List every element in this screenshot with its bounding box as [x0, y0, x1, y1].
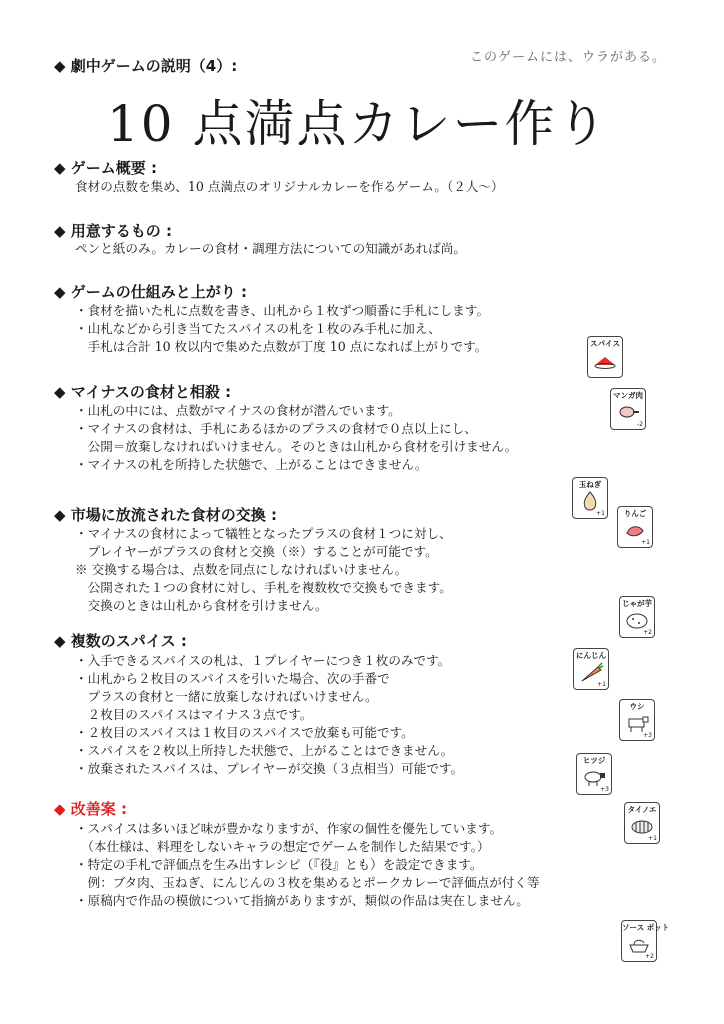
improvements-line: ・特定の手札で評価点を生み出すレシピ（『役』とも）を設定できます。 [75, 857, 483, 872]
minus-line: 公開＝放棄しなければいけません。そのときは山札から食材を引けません。 [75, 439, 518, 454]
spices-line: ・放棄されたスパイスは、プレイヤーが交換（３点相当）可能です。 [75, 761, 464, 776]
spice-icon [592, 349, 618, 371]
sauce-pot-icon [626, 933, 652, 955]
minus-line: ・山札の中には、点数がマイナスの食材が潜んでいます。 [75, 403, 401, 418]
card-carrot [573, 648, 609, 690]
exchange-line: 交換のときは山札から食材を引けません。 [75, 598, 328, 613]
card-manga-meat [610, 388, 646, 430]
card-tainoe [624, 802, 660, 844]
card-label: ウシ [629, 702, 645, 711]
improvements-line: （本仕様は、料理をしないキャラの想定でゲームを制作した結果です。） [75, 839, 490, 854]
carrot-icon [578, 661, 604, 683]
card-label: にんじん [576, 651, 606, 660]
card-label: 玉ねぎ [578, 480, 602, 489]
spices-line: ・山札から２枚目のスパイスを引いた場合、次の手番で [75, 671, 390, 686]
mechanics-line: ・食材を描いた札に点数を書き、山札から１枚ずつ順番に手札にします。 [75, 303, 490, 318]
exchange-line: ・マイナスの食材によって犠牲となったプラスの食材１つに対し、 [75, 526, 452, 541]
mechanics-line: ・山札などから引き当てたスパイスの札を１枚のみ手札に加え、 [75, 321, 441, 336]
exchange-line: 公開された１つの食材に対し、手札を複数枚で交換もできます。 [75, 580, 452, 595]
spices-line: ２枚目のスパイスはマイナス３点です。 [75, 707, 313, 722]
intro-heading: ◆ 劇中ゲームの説明（4）: [54, 57, 238, 75]
card-potato [619, 596, 655, 638]
card-points: +3 [643, 732, 652, 739]
card-points: +2 [643, 629, 652, 636]
onion-icon [577, 490, 603, 512]
spices-line: ・入手できるスパイスの札は、１プレイヤーにつき１枚のみです。 [75, 653, 451, 668]
card-points: +1 [597, 681, 606, 688]
spices-line: ・スパイスを２枚以上所持した状態で、上がることはできません。 [75, 743, 454, 758]
page-title: 10 点満点カレー作り [107, 95, 609, 153]
section-heading-spices: ◆ 複数のスパイス : [54, 632, 187, 650]
card-apple [617, 506, 653, 548]
card-points: +1 [596, 510, 605, 517]
section-heading-exchange: ◆ 市場に放流された食材の交換 : [54, 506, 277, 524]
meat-icon [615, 401, 641, 423]
overview-line: 食材の点数を集め、10 点満点のオリジナルカレーを作るゲーム。（２人〜） [75, 179, 504, 194]
card-points: +3 [600, 786, 609, 793]
card-label: じゃが芋 [622, 599, 652, 608]
section-heading-improvements: ◆ 改善案 : [54, 800, 127, 818]
cow-icon [624, 712, 650, 734]
sheep-icon [581, 766, 607, 788]
isopod-icon [629, 815, 655, 837]
improvements-line: ・原稿内で作品の模倣について指摘がありますが、類似の作品は実在しません。 [75, 893, 529, 908]
apple-icon [622, 519, 648, 541]
spices-line: ・２枚目のスパイスは１枚目のスパイスで放棄も可能です。 [75, 725, 414, 740]
mechanics-line: 手札は合計 10 枚以内で集めた点数が丁度 10 点になれば上がりです。 [75, 339, 488, 354]
spices-line: プラスの食材と一緒に放棄しなければいけません。 [75, 689, 378, 704]
card-label: スパイス [590, 339, 620, 348]
card-label: ヒツジ [582, 756, 606, 765]
exchange-line: プレイヤーがプラスの食材と交換（※）することが可能です。 [75, 544, 438, 559]
card-onion [572, 477, 608, 519]
card-label: ソース ポット [622, 923, 670, 932]
card-points: -2 [637, 421, 643, 428]
card-points: +1 [648, 835, 657, 842]
section-heading-materials: ◆ 用意するもの : [54, 222, 172, 240]
card-points: +1 [641, 539, 650, 546]
potato-icon [624, 609, 650, 631]
card-label: りんご [623, 509, 647, 518]
exchange-line: ※ 交換する場合は、点数を同点にしなければいけません。 [75, 562, 408, 577]
card-cow [619, 699, 655, 741]
section-heading-mechanics: ◆ ゲームの仕組みと上がり : [54, 283, 247, 301]
minus-line: ・マイナスの札を所持した状態で、上がることはできません。 [75, 457, 428, 472]
materials-line: ペンと紙のみ。カレーの食材・調理方法についての知識があれば尚。 [75, 241, 466, 256]
card-label: タイノエ [627, 805, 657, 814]
section-heading-minus: ◆ マイナスの食材と相殺 : [54, 383, 232, 401]
improvements-line: ・スパイスは多いほど味が豊かなりますが、作家の個性を優先しています。 [75, 821, 503, 836]
minus-line: ・マイナスの食材は、手札にあるほかのプラスの食材で０点以上にし、 [75, 421, 477, 436]
card-sauce-pot [621, 920, 670, 962]
card-spice [587, 336, 623, 378]
improvements-line: 例：ブタ肉、玉ねぎ、にんじんの３枚を集めるとポークカレーで評価点が付く等 [75, 875, 540, 890]
tagline: このゲームには、ウラがある。 [469, 49, 666, 64]
section-heading-overview: ◆ ゲーム概要 : [54, 159, 157, 177]
card-sheep [576, 753, 612, 795]
card-points: +2 [645, 953, 654, 960]
card-label: マンガ肉 [613, 391, 643, 400]
